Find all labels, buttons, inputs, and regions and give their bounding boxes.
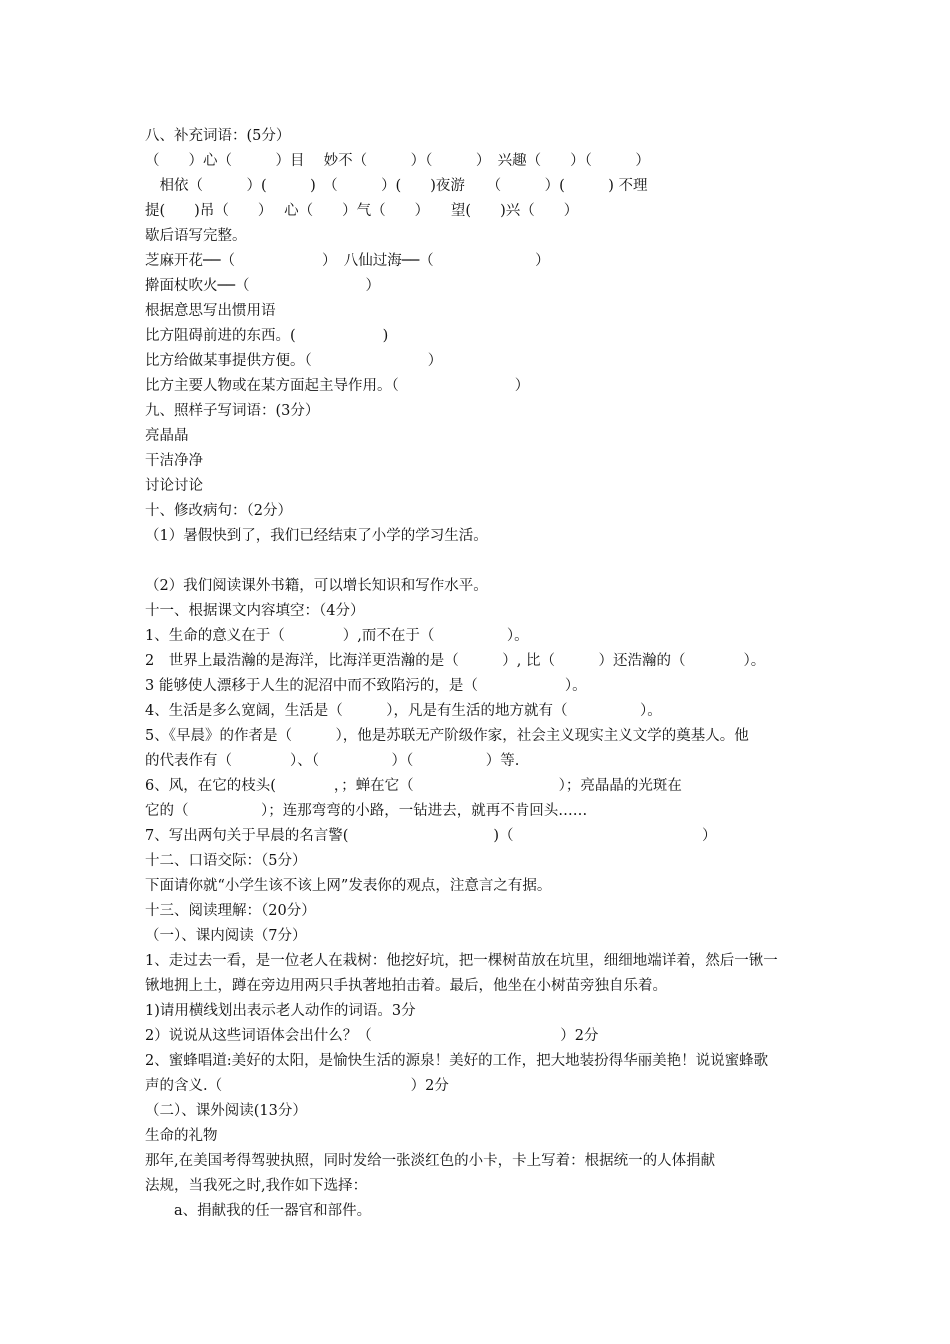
text-line: 法规，当我死之时,我作如下选择：: [145, 1178, 368, 1194]
text-line: 干洁净净: [145, 453, 203, 469]
text-line: 1、走过去一看，是一位老人在栽树：他挖好坑，把一棵树苗放在坑里，细细地端详着，然后一锹一: [145, 953, 778, 969]
section-11-heading: 十一、根据课文内容填空：（4分）: [145, 603, 365, 619]
text-line: 的代表作有（ ）、（ ）（ ）等.: [145, 753, 520, 769]
section-12-heading: 十二、口语交际：（5分）: [145, 853, 307, 869]
section-9-heading: 九、照样子写词语：(3分）: [145, 403, 320, 419]
text-line: 2）说说从这些词语体会出什么？（ ）2分: [145, 1028, 599, 1044]
text-line: 那年,在美国考得驾驶执照，同时发给一张淡红色的小卡，卡上写着：根据统一的人体捐献: [145, 1153, 716, 1169]
text-line: a、捐献我的任一器官和部件。: [145, 1203, 372, 1219]
text-line: 讨论讨论: [145, 478, 203, 494]
text-line: 2 世界上最浩瀚的是海洋，比海洋更浩瀚的是（ ）, 比（ ）还浩瀚的（ ）。: [145, 653, 766, 669]
text-line: 锹地拥上土，蹲在旁边用两只手执著地拍击着。最后，他坐在小树苗旁独自乐着。: [145, 978, 667, 994]
text-line: （1）暑假快到了，我们已经结束了小学的学习生活。: [145, 528, 488, 544]
text-line: 相依（ ）( ) （ ）( )夜游 （ ）( ) 不理: [145, 178, 648, 194]
text-line: 1、生命的意义在于（ ）,而不在于（ ）。: [145, 628, 529, 644]
text-line: 4、生活是多么宽阔，生活是（ ），凡是有生活的地方就有（ ）。: [145, 703, 662, 719]
text-line: 6、风，在它的枝头( ，；蝉在它（ ）；亮晶晶的光斑在: [145, 778, 682, 794]
text-line: 歇后语写完整。: [145, 228, 247, 244]
text-line: 比方阻碍前进的东西。( ): [145, 328, 389, 344]
text-line: 擀面杖吹火──（ ）: [145, 278, 380, 294]
text-line: 声的含义.（ ）2分: [145, 1078, 449, 1094]
text-line: 根据意思写出惯用语: [145, 303, 276, 319]
text-line: 亮晶晶: [145, 428, 189, 444]
text-line: 芝麻开花──（ ） 八仙过海──（ ）: [145, 253, 550, 269]
text-line: 2、蜜蜂唱道:美好的太阳，是愉快生活的源泉！美好的工作，把大地装扮得华丽美艳！说说蜜蜂歌: [145, 1053, 769, 1069]
text-line: 3 能够使人漂移于人生的泥沼中而不致陷污的，是（ ）。: [145, 678, 587, 694]
text-line: 比方给做某事提供方便。（ ）: [145, 353, 443, 369]
text-line: （ ）心（ ）目 妙不（ ）（ ） 兴趣（ ）（ ）: [145, 153, 650, 169]
text-line: （一）、课内阅读（7分）: [145, 928, 307, 944]
text-line: 1)请用横线划出表示老人动作的词语。3分: [145, 1003, 416, 1019]
text-line: 7、写出两句关于早晨的名言警( )（ ）: [145, 828, 717, 844]
text-line: 下面请你就“小学生该不该上网”发表你的观点，注意言之有据。: [145, 878, 552, 894]
section-10-heading: 十、修改病句：（2分）: [145, 503, 292, 519]
text-line: （二）、课外阅读(13分）: [145, 1103, 307, 1119]
text-line: 它的（ ）；连那弯弯的小路，一钻进去，就再不肯回头……: [145, 803, 588, 819]
text-line: 提( )吊（ ） 心（ ）气（ ） 望( )兴（ ）: [145, 203, 579, 219]
text-line: （2）我们阅读课外书籍，可以增长知识和写作水平。: [145, 578, 488, 594]
text-line: 比方主要人物或在某方面起主导作用。（ ）: [145, 378, 530, 394]
passage-title: 生命的礼物: [145, 1128, 218, 1144]
section-13-heading: 十三、阅读理解：（20分）: [145, 903, 316, 919]
section-8-heading: 八、补充词语：(5分）: [145, 128, 291, 144]
text-line: 5、《早晨》的作者是（ ），他是苏联无产阶级作家，社会主义现实主义文学的奠基人。他: [145, 728, 749, 744]
